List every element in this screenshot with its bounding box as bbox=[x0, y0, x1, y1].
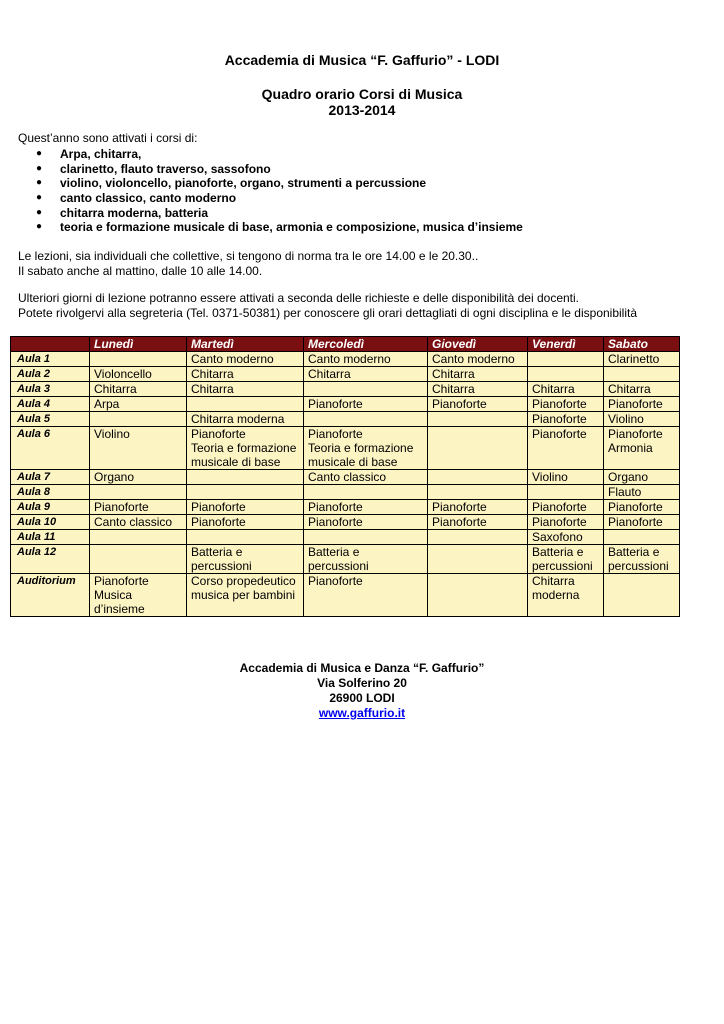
schedule-cell: Canto moderno bbox=[187, 352, 304, 367]
schedule-cell: Pianoforte bbox=[528, 427, 604, 470]
schedule-cell: Canto moderno bbox=[304, 352, 428, 367]
schedule-cell bbox=[604, 367, 680, 382]
schedule-cell: Pianoforte bbox=[528, 515, 604, 530]
bullet-icon: ● bbox=[36, 162, 43, 174]
table-row bbox=[11, 427, 680, 470]
schedule-cell: Pianoforte bbox=[428, 500, 528, 515]
header-room bbox=[11, 337, 90, 352]
header-day: Martedì bbox=[187, 337, 304, 352]
schedule-cell bbox=[304, 485, 428, 500]
footer-city: 26900 LODI bbox=[329, 691, 395, 705]
schedule-cell bbox=[604, 574, 680, 617]
schedule-cell bbox=[528, 352, 604, 367]
hours-paragraph bbox=[18, 249, 478, 278]
schedule-cell: Flauto bbox=[604, 485, 680, 500]
schedule-cell bbox=[187, 470, 304, 485]
schedule-cell bbox=[428, 545, 528, 574]
list-item: ● canto classico, canto moderno bbox=[36, 191, 237, 206]
schedule-cell bbox=[90, 485, 187, 500]
schedule-cell: Chitarra bbox=[428, 382, 528, 397]
room-cell: Aula 10 bbox=[11, 515, 90, 530]
schedule-cell: Arpa bbox=[90, 397, 187, 412]
schedule-cell bbox=[90, 530, 187, 545]
table-row bbox=[11, 500, 680, 515]
schedule-cell bbox=[528, 485, 604, 500]
schedule-cell: Chitarra moderna bbox=[528, 574, 604, 617]
schedule-cell bbox=[304, 530, 428, 545]
room-cell: Aula 3 bbox=[11, 382, 90, 397]
paragraph-line: Le lezioni, sia individuali che collettive, si tengono di norma tra le ore 14.00 e le 20.30.. bbox=[18, 249, 479, 263]
schedule-cell bbox=[428, 427, 528, 470]
schedule-cell: Violino bbox=[528, 470, 604, 485]
room-cell: Aula 4 bbox=[11, 397, 90, 412]
list-item: ● violino, violoncello, pianoforte, organo, strumenti a percussione bbox=[36, 176, 427, 191]
schedule-cell: Pianoforte bbox=[304, 515, 428, 530]
schedule-cell: Chitarra bbox=[187, 367, 304, 382]
schedule-cell: Saxofono bbox=[528, 530, 604, 545]
schedule-cell: Pianoforte Armonia bbox=[604, 427, 680, 470]
header-day: Giovedì bbox=[428, 337, 528, 352]
room-cell: Aula 11 bbox=[11, 530, 90, 545]
schedule-cell: Pianoforte bbox=[604, 397, 680, 412]
schedule-cell: Pianoforte bbox=[304, 574, 428, 617]
schedule-cell: Chitarra bbox=[604, 382, 680, 397]
schedule-cell: Pianoforte bbox=[428, 515, 528, 530]
schedule-cell: Pianoforte bbox=[304, 397, 428, 412]
schedule-cell bbox=[428, 574, 528, 617]
paragraph-line: Il sabato anche al mattino, dalle 10 alle 14.00. bbox=[18, 263, 263, 278]
schedule-cell: Pianoforte Teoria e formazione musicale di base bbox=[187, 427, 304, 470]
schedule-cell: Pianoforte bbox=[428, 397, 528, 412]
schedule-cell bbox=[90, 545, 187, 574]
table-row bbox=[11, 545, 680, 574]
schedule-cell: Batteria e percussioni bbox=[304, 545, 428, 574]
table-row bbox=[11, 574, 680, 617]
course-list bbox=[36, 147, 523, 235]
room-cell: Auditorium bbox=[11, 574, 90, 617]
header-day: Venerdì bbox=[528, 337, 604, 352]
schedule-cell: Pianoforte bbox=[187, 500, 304, 515]
bullet-icon: ● bbox=[36, 192, 43, 204]
room-cell: Aula 8 bbox=[11, 485, 90, 500]
schedule-cell bbox=[304, 382, 428, 397]
room-cell: Aula 7 bbox=[11, 470, 90, 485]
bullet-icon: ● bbox=[36, 221, 43, 233]
schedule-cell bbox=[428, 470, 528, 485]
schedule-cell bbox=[187, 485, 304, 500]
footer-street: Via Solferino 20 bbox=[317, 676, 407, 690]
contact-paragraph bbox=[18, 291, 637, 320]
schedule-cell: Pianoforte Musica d’insieme bbox=[90, 574, 187, 617]
schedule-cell: Batteria e percussioni bbox=[187, 545, 304, 574]
schedule-cell: Pianoforte bbox=[528, 397, 604, 412]
room-cell: Aula 5 bbox=[11, 412, 90, 427]
schedule-cell: Violino bbox=[604, 412, 680, 427]
schedule-cell: Batteria e percussioni bbox=[604, 545, 680, 574]
page-title: Accademia di Musica “F. Gaffurio” - LODI bbox=[224, 52, 500, 68]
schedule-cell: Chitarra bbox=[90, 382, 187, 397]
schedule-cell: Canto classico bbox=[304, 470, 428, 485]
room-cell: Aula 1 bbox=[11, 352, 90, 367]
schedule-cell: Pianoforte bbox=[90, 500, 187, 515]
schedule-cell: Violoncello bbox=[90, 367, 187, 382]
list-item: ● chitarra moderna, batteria bbox=[36, 205, 209, 220]
schedule-cell bbox=[304, 412, 428, 427]
website-link[interactable]: www.gaffurio.it bbox=[318, 706, 406, 720]
room-cell: Aula 9 bbox=[11, 500, 90, 515]
table-row bbox=[11, 397, 680, 412]
paragraph-line: Ulteriori giorni di lezione potranno essere attivati a seconda delle richieste e delle disponibilità dei docenti. bbox=[18, 291, 579, 305]
schedule-cell bbox=[90, 412, 187, 427]
table-row bbox=[11, 530, 680, 545]
room-cell: Aula 2 bbox=[11, 367, 90, 382]
header-day: Mercoledì bbox=[304, 337, 428, 352]
schedule-cell: Canto moderno bbox=[428, 352, 528, 367]
schedule-cell: Canto classico bbox=[90, 515, 187, 530]
schedule-cell: Violino bbox=[90, 427, 187, 470]
schedule-cell: Chitarra moderna bbox=[187, 412, 304, 427]
table-body bbox=[11, 352, 680, 617]
schedule-cell bbox=[528, 367, 604, 382]
schedule-cell: Pianoforte bbox=[187, 515, 304, 530]
schedule-cell: Organo bbox=[604, 470, 680, 485]
schedule-cell: Corso propedeutico musica per bambini bbox=[187, 574, 304, 617]
schedule-cell: Pianoforte bbox=[528, 500, 604, 515]
bullet-icon: ● bbox=[36, 148, 43, 159]
list-item: ● Arpa, chitarra, bbox=[36, 147, 142, 161]
list-item: ● clarinetto, flauto traverso, sassofono bbox=[36, 161, 271, 176]
table-row bbox=[11, 485, 680, 500]
schedule-cell: Chitarra bbox=[304, 367, 428, 382]
schedule-cell bbox=[604, 530, 680, 545]
footer bbox=[0, 661, 724, 721]
school-year: 2013-2014 bbox=[328, 102, 396, 118]
schedule-cell bbox=[428, 485, 528, 500]
schedule-cell: Pianoforte Teoria e formazione musicale di base bbox=[304, 427, 428, 470]
schedule-cell: Chitarra bbox=[187, 382, 304, 397]
header-day: Sabato bbox=[604, 337, 680, 352]
schedule-cell: Chitarra bbox=[528, 382, 604, 397]
room-cell: Aula 6 bbox=[11, 427, 90, 470]
table-row bbox=[11, 515, 680, 530]
schedule-cell: Pianoforte bbox=[604, 500, 680, 515]
list-item: ● teoria e formazione musicale di base, armonia e composizione, musica d’insieme bbox=[36, 220, 523, 235]
schedule-cell bbox=[428, 412, 528, 427]
room-cell: Aula 12 bbox=[11, 545, 90, 574]
footer-name: Accademia di Musica e Danza “F. Gaffurio” bbox=[239, 661, 485, 675]
intro-text: Quest’anno sono attivati i corsi di: bbox=[18, 131, 198, 145]
paragraph-line: Potete rivolgervi alla segreteria (Tel. 0371-50381) per conoscere gli orari dettagliati di ogni disciplina e le disponibilità bbox=[18, 305, 638, 320]
table-row bbox=[11, 412, 680, 427]
schedule-cell: Organo bbox=[90, 470, 187, 485]
schedule-cell: Chitarra bbox=[428, 367, 528, 382]
page-subtitle: Quadro orario Corsi di Musica bbox=[261, 86, 463, 102]
schedule-cell bbox=[187, 530, 304, 545]
schedule-cell: Pianoforte bbox=[528, 412, 604, 427]
bullet-icon: ● bbox=[36, 177, 43, 189]
schedule-cell: Batteria e percussioni bbox=[528, 545, 604, 574]
bullet-icon: ● bbox=[36, 206, 43, 218]
table-row bbox=[11, 367, 680, 382]
schedule-cell: Pianoforte bbox=[604, 515, 680, 530]
schedule-cell bbox=[428, 530, 528, 545]
schedule-table bbox=[10, 336, 680, 617]
schedule-cell bbox=[187, 397, 304, 412]
table-row bbox=[11, 470, 680, 485]
schedule-cell: Clarinetto bbox=[604, 352, 680, 367]
table-header-row bbox=[11, 337, 680, 352]
schedule-cell: Pianoforte bbox=[304, 500, 428, 515]
header-day: Lunedì bbox=[90, 337, 187, 352]
table-row bbox=[11, 382, 680, 397]
schedule-cell bbox=[90, 352, 187, 367]
table-row bbox=[11, 352, 680, 367]
